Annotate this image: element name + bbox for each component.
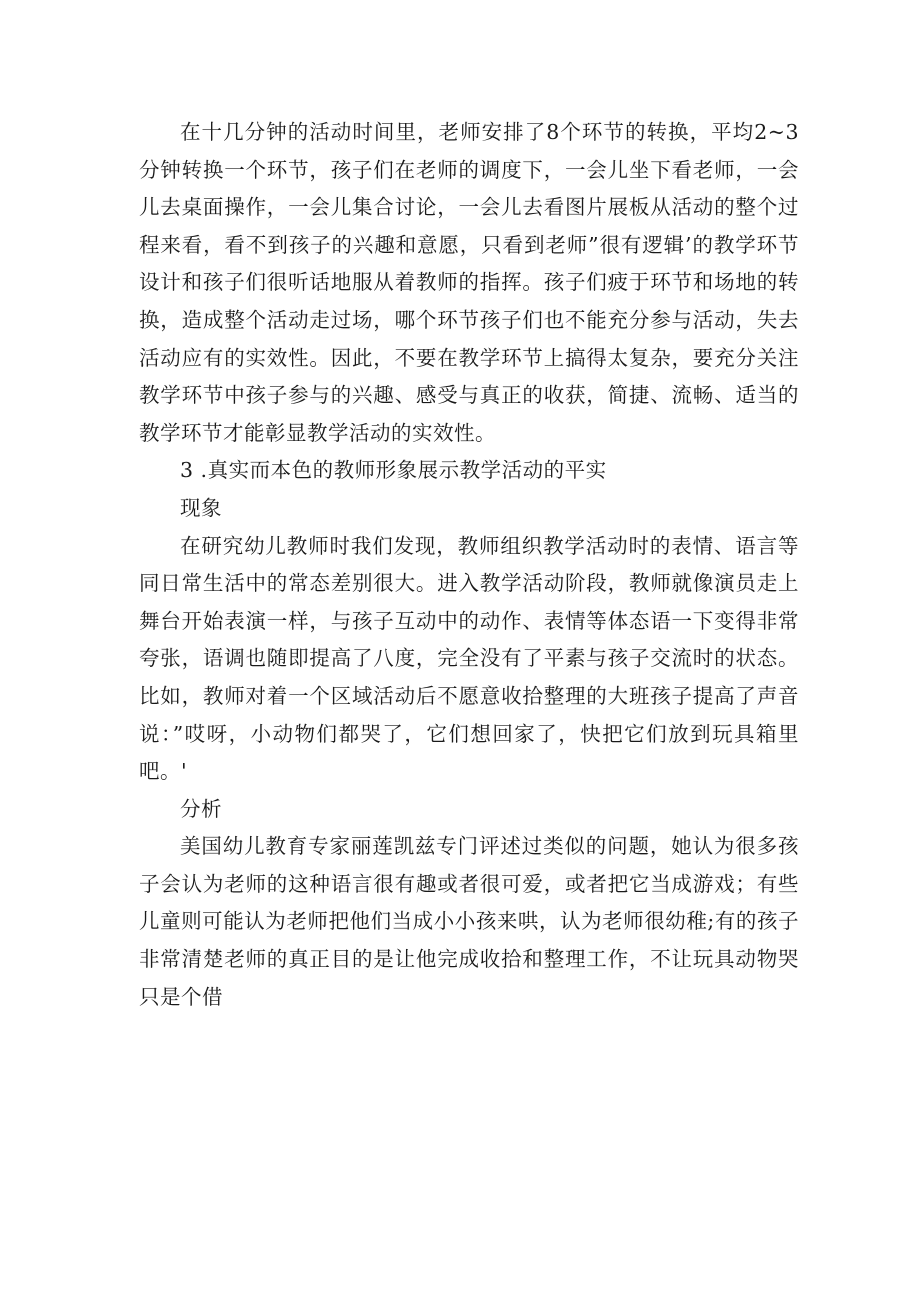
subheading-phenomenon: 现象 <box>180 495 222 520</box>
paragraph-phenomenon: 在研究幼儿教师时我们发现，教师组织教学活动时的表情、语言等同日常生活中的常态差别很大。进入教学活动阶段，教师就像演员走上舞台开始表演一样，与孩子互动中的动作、表情等体态语一下变得非常夸张，语调也随即提高了八度，完全没有了平素与孩子交流时的状态。比如，教师对着一个区域活动后不愿意收拾整理的大班孩子提高了声音说：”哎呀，小动物们都哭了，它们想回家了，快把它们放到玩具箱里吧。' <box>139 533 799 784</box>
subheading-analysis: 分析 <box>180 796 222 821</box>
document-body <box>139 114 799 1016</box>
paragraph-activity-transitions: 在十几分钟的活动时间里，老师安排了8个环节的转换，平均2~3分钟转换一个环节，孩子们在老师的调度下，一会儿坐下看老师，一会儿去桌面操作，一会儿集合讨论，一会儿去看图片展板从活动的整个过程来看，看不到孩子的兴趣和意愿，只看到老师”很有逻辑’的教学环节设计和孩子们很听话地服从着教师的指挥。孩子们疲于环节和场地的转换，造成整个活动走过场，哪个环节孩子们也不能充分参与活动，失去活动应有的实效性。因此，不要在教学环节上搞得太复杂，要充分关注教学环节中孩子参与的兴趣、感受与真正的收获，简捷、流畅、适当的教学环节才能彰显教学活动的实效性。 <box>139 120 799 445</box>
section-heading-teacher-image: 3 .真实而本色的教师形象展示教学活动的平实 <box>180 458 607 483</box>
paragraph-analysis: 美国幼儿教育专家丽莲凯兹专门评述过类似的问题，她认为很多孩子会认为老师的这种语言很有趣或者很可爱，或者把它当成游戏；有些儿童则可能认为老师把他们当成小小孩来哄，认为老师很幼稚;有的孩子非常清楚老师的真正目的是让他完成收拾和整理工作，不让玩具动物哭只是个借 <box>139 834 799 1009</box>
